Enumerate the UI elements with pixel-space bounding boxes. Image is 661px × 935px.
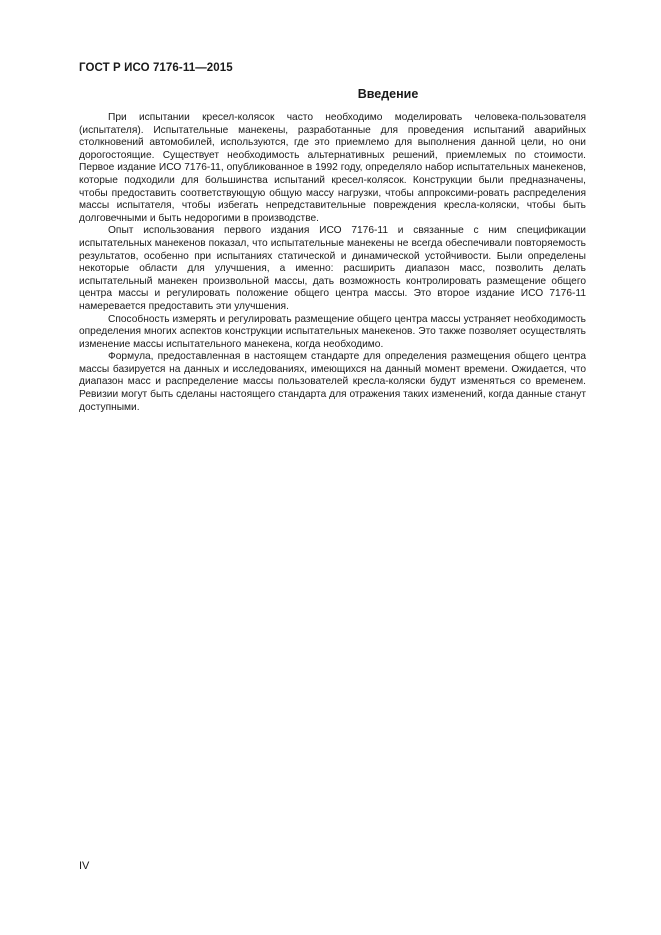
paragraph-2: Опыт использования первого издания ИСО 7176-11 и связанные с ним спецификации испытательных манекенов показал, что испытательные манекены не всегда обеспечивали повторяемость результатов, особенно при испытаниях статической и динамической устойчивости. Были определены некоторые области для улучшения, а именно: расширить диапазон масс, позволить делать испытательный манекен произвольной массы, дать возможность контролировать размещение общего центра массы и регулировать положение общего центра массы. Это второе издание ИСО 7176-11 намеревается предоставить эти улучшения. xyxy=(79,225,586,312)
page-number: IV xyxy=(79,860,90,872)
paragraph-1: При испытании кресел-колясок часто необходимо моделировать человека-пользователя (испытателя). Испытательные манекены, разработанные для проведения испытаний аварийных столкновений автомобилей, используются, где это приемлемо для выполнения данной цели, но они дорогостоящие. Существует необходимость альтернативных решений, приемлемых по стоимости. Первое издание ИСО 7176-11, опубликованное в 1992 году, определяло набор испытательных манекенов, которые подходили для большинства испытаний кресел-колясок. Конструкции были предназначены, чтобы предоставить соответствующую общую массу нагрузки, чтобы аппроксими-ровать распределения массы испытателя, чтобы избегать непредставительные повреждения кресла-коляски, чтобы быть долговечными и быть недорогими в производстве. xyxy=(79,112,586,224)
paragraph-4: Формула, предоставленная в настоящем стандарте для определения размещения общего центра массы базируется на данных и исследованиях, имеющихся на данный момент времени. Ожидается, что диапазон масс и распределение массы пользователей кресла-коляски будут изменяться со временем. Ревизии могут быть сделаны настоящего стандарта для отражения таких изменений, когда данные станут доступными. xyxy=(79,351,586,413)
document-code: ГОСТ Р ИСО 7176-11—2015 xyxy=(79,62,233,74)
paragraph-3: Способность измерять и регулировать размещение общего центра массы устраняет необходимость определения многих аспектов конструкции испытательных манекенов. Это также позволяет осуществлять изменение массы испытательного манекена, когда необходимо. xyxy=(79,313,586,350)
body-text xyxy=(79,112,586,414)
section-title: Введение xyxy=(357,87,419,101)
